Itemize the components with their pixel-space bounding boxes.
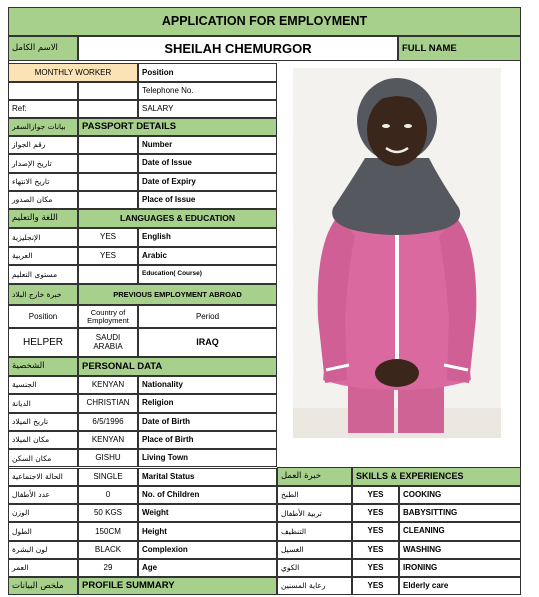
personal-row-label-ar: الوزن <box>8 504 78 522</box>
skill-row-label: IRONING <box>399 559 521 577</box>
language-row-label: English <box>138 228 277 247</box>
personal-row-label-ar: مكان السكن <box>8 449 78 467</box>
skill-row-value: YES <box>352 522 399 540</box>
personal-row-label-ar: العمر <box>8 559 78 577</box>
applicant-photo <box>293 68 501 438</box>
personal-row-label: Height <box>138 522 277 540</box>
personal-row-value: 6/5/1996 <box>78 413 138 431</box>
col-position-header: Position <box>8 305 78 328</box>
full-name-label-ar: الاسم الكامل <box>8 36 78 61</box>
skill-row-label-ar: التنظيف <box>277 522 352 540</box>
language-row-label: Education( Course) <box>138 265 277 284</box>
personal-row-label: Place of Birth <box>138 431 277 449</box>
personal-row-label-ar: الجنسية <box>8 376 78 394</box>
skill-row-label-ar: تربية الأطفال <box>277 504 352 522</box>
passport-row-label-ar: رقم الجواز <box>8 136 78 154</box>
passport-row-label: Date of Issue <box>138 154 277 172</box>
skill-row-value: YES <box>352 504 399 522</box>
telephone-empty-2 <box>78 82 138 100</box>
skill-row-label: WASHING <box>399 541 521 559</box>
language-row-label-ar: العربية <box>8 247 78 266</box>
personal-row-label-ar: مكان الميلاد <box>8 431 78 449</box>
language-row-label-ar: مستوى التعليم <box>8 265 78 284</box>
skill-row-value: YES <box>352 559 399 577</box>
skill-row-label: COOKING <box>399 486 521 504</box>
passport-row-label: Place of Issue <box>138 191 277 209</box>
passport-row-label-ar: مكان الصدور <box>8 191 78 209</box>
personal-row-label-ar: تاريخ الميلاد <box>8 413 78 431</box>
personal-row-label-ar: عدد الأطفال <box>8 486 78 504</box>
language-row-value: YES <box>78 228 138 247</box>
employment-country: SAUDI ARABIA <box>78 328 138 357</box>
ref-label: Ref: <box>8 100 78 118</box>
telephone-label: Telephone No. <box>138 82 277 100</box>
personal-row-value: 0 <box>78 486 138 504</box>
personal-row-value: 150CM <box>78 522 138 540</box>
profile-section-ar: ملخص البيانات <box>8 577 78 595</box>
languages-section-title: LANGUAGES & EDUCATION <box>78 209 277 228</box>
personal-row-value: SINGLE <box>78 468 138 486</box>
personal-row-value: CHRISTIAN <box>78 394 138 412</box>
personal-row-label: Religion <box>138 394 277 412</box>
ref-value <box>78 100 138 118</box>
passport-row-value <box>78 154 138 172</box>
position-label: Position <box>138 63 277 82</box>
language-row-value <box>78 265 138 284</box>
skill-row-value: YES <box>352 541 399 559</box>
personal-row-label-ar: لون البشرة <box>8 541 78 559</box>
applicant-photo-svg <box>293 68 501 438</box>
previous-employment-section-ar: خبرة خارج البلاد <box>8 284 78 305</box>
passport-row-label-ar: تاريخ الإصدار <box>8 154 78 172</box>
col-country-header: Country of Employment <box>78 305 138 328</box>
employment-position: HELPER <box>8 328 78 357</box>
personal-row-label: Weight <box>138 504 277 522</box>
personal-row-label: Complexion <box>138 541 277 559</box>
skill-row-label: Elderly care <box>399 577 521 595</box>
personal-row-label-ar: الديانة <box>8 394 78 412</box>
skills-section-title: SKILLS & EXPERIENCES <box>352 467 521 486</box>
personal-row-label: Date of Birth <box>138 413 277 431</box>
personal-row-label: No. of Children <box>138 486 277 504</box>
skill-row-value: YES <box>352 486 399 504</box>
telephone-empty-1 <box>8 82 78 100</box>
personal-row-value: 50 KGS <box>78 504 138 522</box>
previous-employment-section-title: PREVIOUS EMPLOYMENT ABROAD <box>78 284 277 305</box>
skill-row-label-ar: رعاية المسنين <box>277 577 352 595</box>
full-name-label: FULL NAME <box>398 36 521 61</box>
employment-period: IRAQ <box>138 328 277 357</box>
passport-section-ar: بيانات جوازالسفر <box>8 118 78 136</box>
language-row-value: YES <box>78 247 138 266</box>
form-title: APPLICATION FOR EMPLOYMENT <box>8 7 521 36</box>
personal-row-value: KENYAN <box>78 431 138 449</box>
passport-row-label-ar: تاريخ الانتهاء <box>8 173 78 191</box>
languages-section-ar: اللغة والتعليم <box>8 209 78 228</box>
language-row-label-ar: الإنجليزية <box>8 228 78 247</box>
personal-row-label-ar: الطول <box>8 522 78 540</box>
col-period-header: Period <box>138 305 277 328</box>
passport-row-label: Number <box>138 136 277 154</box>
passport-row-value <box>78 191 138 209</box>
skill-row-label: CLEANING <box>399 522 521 540</box>
skill-row-label-ar: الغسيل <box>277 541 352 559</box>
profile-section-title: PROFILE SUMMARY <box>78 577 277 595</box>
personal-row-value: BLACK <box>78 541 138 559</box>
personal-section-title: PERSONAL DATA <box>78 357 277 376</box>
passport-row-value <box>78 136 138 154</box>
skill-row-label-ar: الكوي <box>277 559 352 577</box>
skill-row-label: BABYSITTING <box>399 504 521 522</box>
skill-row-value: YES <box>352 577 399 595</box>
language-row-label: Arabic <box>138 247 277 266</box>
personal-row-value: 29 <box>78 559 138 577</box>
personal-row-label: Nationality <box>138 376 277 394</box>
skills-section-ar: خبرة العمل <box>277 467 352 486</box>
skill-row-label-ar: الطبخ <box>277 486 352 504</box>
personal-section-ar: الشخصية <box>8 357 78 376</box>
personal-row-value: KENYAN <box>78 376 138 394</box>
personal-row-label-ar: الحالة الاجتماعية <box>8 468 78 486</box>
passport-section-title: PASSPORT DETAILS <box>78 118 277 136</box>
personal-row-label: Marital Status <box>138 468 277 486</box>
personal-row-value: GISHU <box>78 449 138 467</box>
personal-row-label: Living Town <box>138 449 277 467</box>
passport-row-label: Date of Expiry <box>138 173 277 191</box>
salary-label: SALARY <box>138 100 277 118</box>
position-value: MONTHLY WORKER <box>8 63 138 82</box>
personal-row-label: Age <box>138 559 277 577</box>
applicant-name: SHEILAH CHEMURGOR <box>78 36 398 61</box>
passport-row-value <box>78 173 138 191</box>
